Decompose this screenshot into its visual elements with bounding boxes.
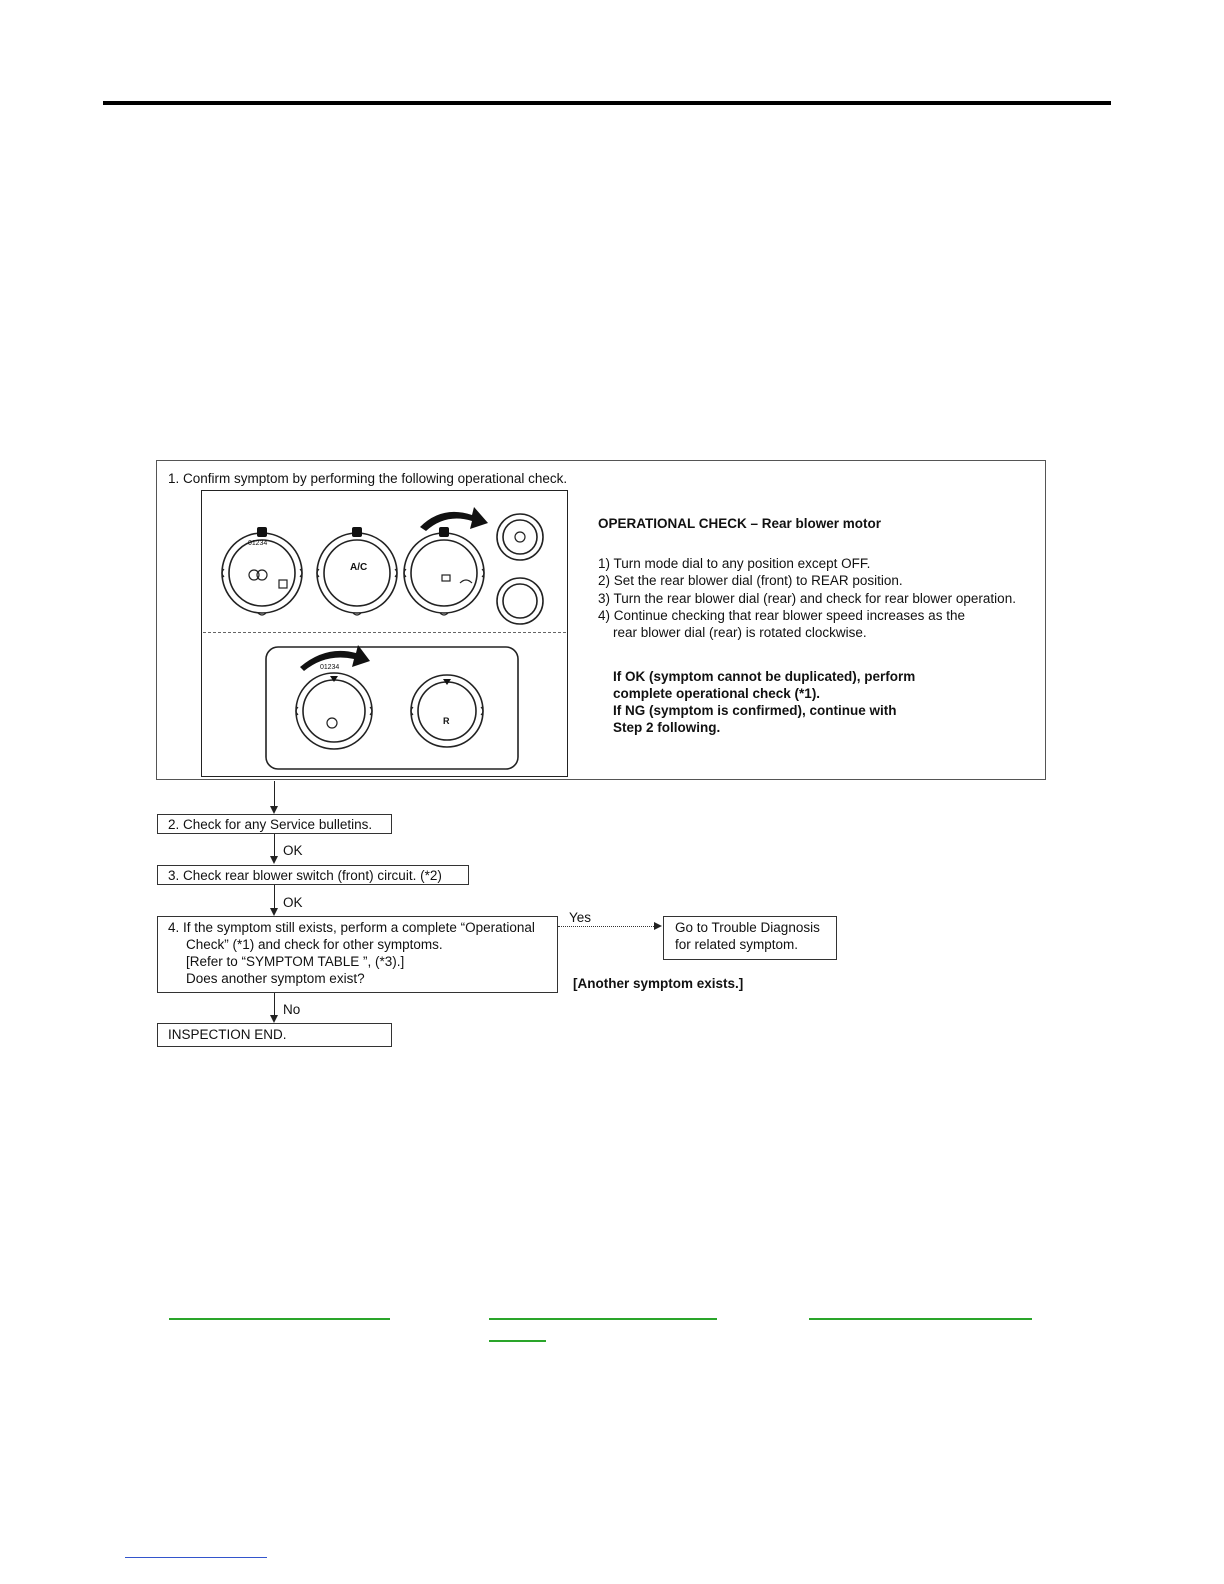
end-label: INSPECTION END. <box>168 1027 287 1042</box>
instruction-3: 3) Turn the rear blower dial (rear) and check for rear blower operation. <box>598 591 1016 606</box>
rear-mode-dial <box>411 675 483 747</box>
result-line-2: complete operational check (*1). <box>613 686 821 701</box>
arrow-4-end <box>274 993 275 1016</box>
step1-title: 1. Confirm symptom by performing the following operational check. <box>168 471 568 486</box>
instruction-1: 1) Turn mode dial to any position except OFF. <box>598 556 871 571</box>
arrow-3-4 <box>274 885 275 909</box>
no-label: No <box>283 1002 301 1017</box>
diagnosis-line-2: for related symptom. <box>675 937 799 952</box>
ac-label: A/C <box>350 562 368 573</box>
yes-arrow-head <box>654 922 662 930</box>
another-symptom-note: [Another symptom exists.] <box>573 976 744 991</box>
small-dial-top <box>497 514 543 560</box>
ok-label-1: OK <box>283 843 303 858</box>
rotate-arrow-front <box>420 507 488 531</box>
arrow-2-3 <box>274 834 275 857</box>
step4-line-1: 4. If the symptom still exists, perform a complete “Operational <box>168 920 535 935</box>
top-rule <box>103 101 1111 105</box>
arrow-head-4-end <box>270 1015 278 1023</box>
r-label: R <box>443 716 450 726</box>
rear-blower-dial <box>296 673 372 749</box>
dials-drawing <box>202 491 569 778</box>
step3-label: 3. Check rear blower switch (front) circuit. (*2) <box>168 868 442 883</box>
footer-link-2-wrap[interactable] <box>489 1340 546 1342</box>
instruction-4-cont: rear blower dial (rear) is rotated clockwise. <box>613 625 867 640</box>
footer-link-2[interactable] <box>489 1318 717 1320</box>
yes-arrow-line <box>558 926 654 927</box>
ac-dial <box>317 533 397 613</box>
result-line-1: If OK (symptom cannot be duplicated), perform <box>613 669 916 684</box>
check-title: OPERATIONAL CHECK – Rear blower motor <box>598 516 882 531</box>
fan-scale-front: 0 1 2 3 4 <box>248 540 267 547</box>
result-line-3: If NG (symptom is confirmed), continue with <box>613 703 897 718</box>
result-line-4: Step 2 following. <box>613 720 721 735</box>
step4-line-2: Check” (*1) and check for other symptoms. <box>186 937 443 952</box>
small-dial-bottom <box>497 578 543 624</box>
footer-link-1[interactable] <box>169 1318 390 1320</box>
ok-label-2: OK <box>283 895 303 910</box>
diagnosis-line-1: Go to Trouble Diagnosis <box>675 920 820 935</box>
arrow-1-2 <box>274 781 275 807</box>
illustration-divider <box>203 632 566 633</box>
step4-line-3: [Refer to “SYMPTOM TABLE ”, (*3).] <box>186 954 405 969</box>
arrow-head-2-3 <box>270 856 278 864</box>
yes-label: Yes <box>569 910 592 925</box>
arrow-head-3-4 <box>270 908 278 916</box>
instruction-4: 4) Continue checking that rear blower speed increases as the <box>598 608 965 623</box>
footer-link-3[interactable] <box>809 1318 1032 1320</box>
arrow-head-1-2 <box>270 806 278 814</box>
mode-dial <box>404 533 484 613</box>
step2-label: 2. Check for any Service bulletins. <box>168 817 373 832</box>
bottom-link[interactable] <box>125 1557 267 1558</box>
fan-scale-rear: 0 1 2 3 4 <box>320 664 339 671</box>
step4-line-4: Does another symptom exist? <box>186 971 365 986</box>
instruction-2: 2) Set the rear blower dial (front) to REAR position. <box>598 573 903 588</box>
control-panel-illustration <box>201 490 568 777</box>
